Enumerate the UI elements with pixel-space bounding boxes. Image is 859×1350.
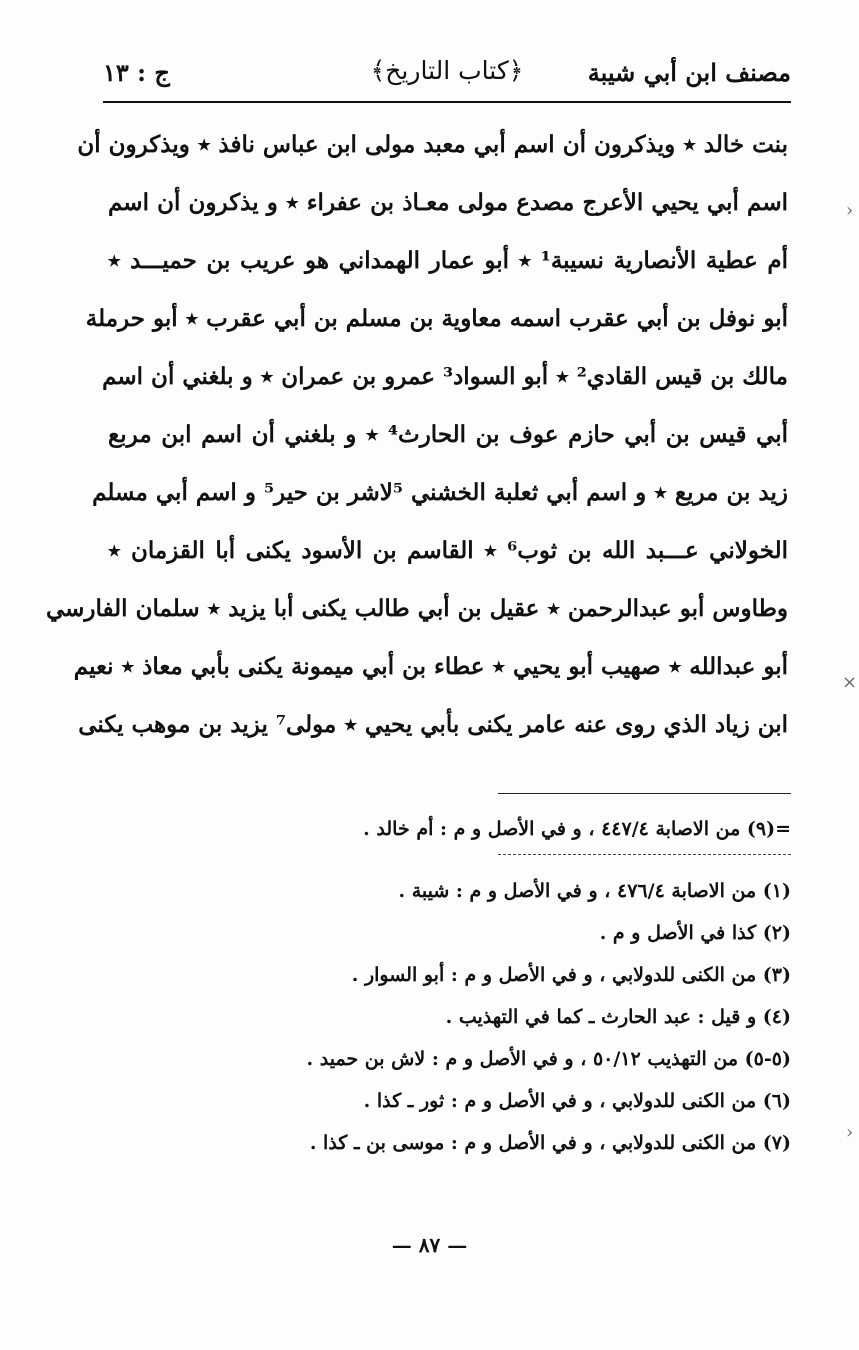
text-line: أبو نوفل بن أبي عقرب اسمه معاوية بن مسلم بن أبي عقرب ٭ أبو حرملة [85, 305, 788, 332]
footnote-rule [498, 793, 791, 794]
margin-mark: × [842, 672, 858, 693]
text-line: أبي قيس بن أبي حازم عوف بن الحارث⁴ ٭ و بلغني أن اسم ابن مربع [108, 421, 788, 448]
text-line: أم عطية الأنصارية نسيبة¹ ٭ أبو عمار الهمداني هو عريب بن حميـــد ٭ [108, 247, 788, 274]
footnote: (٢) كذا في الأصل و م . [599, 922, 791, 944]
text-line: بنت خالد ٭ ويذكرون أن اسم أبي معبد مولى ابن عباس نافذ ٭ ويذكرون أن [77, 131, 788, 158]
text-line: وطاوس أبو عبدالرحمن ٭ عقيل بن أبي طالب يكنى أبا يزيد ٭ سلمان الفارسي [45, 595, 788, 622]
text-line: مالك بن قيس القادي² ٭ أبو السواد³ عمرو بن عمران ٭ و بلغني أن اسم [102, 363, 788, 390]
running-header [103, 52, 791, 98]
footnote: (٦) من الكنى للدولابي ، و في الأصل و م : ثور ـ كذا . [363, 1090, 791, 1112]
volume-number: ج : ١٣ [103, 58, 170, 87]
text-line: ابن زياد الذي روى عنه عامر يكنى بأبي يحيي ٭ مولى⁷ يزيد بن موهب يكنى [78, 711, 788, 738]
footnote: (١) من الاصابة ٤٧٦/٤ ، و في الأصل و م : شيبة . [398, 880, 791, 902]
book-title: مصنف ابن أبي شيبة [587, 58, 791, 87]
footnotes [171, 808, 791, 1164]
text-line: الخولاني عـــبد الله بن ثوب⁶ ٭ القاسم بن الأسود يكنى أبا القزمان ٭ [108, 537, 788, 564]
footnote: (٣) من الكنى للدولابي ، و في الأصل و م : أبو السوار . [351, 964, 791, 986]
footnote: (٤) و قيل : عبد الحارث ـ كما في التهذيب . [445, 1006, 791, 1028]
page-number: — ٨٧ — [391, 1233, 468, 1257]
footnote: (٧) من الكنى للدولابي ، و في الأصل و م : موسى بن ـ كذا . [309, 1132, 791, 1154]
text-line: اسم أبي يحيي الأعرج مصدع مولى معـاذ بن عفراء ٭ و يذكرون أن اسم [108, 189, 788, 216]
margin-mark: › [846, 200, 854, 221]
header-rule [103, 101, 791, 103]
text-line: أبو عبدالله ٭ صهيب أبو يحيي ٭ عطاء بن أبي ميمونة يكنى بأبي معاذ ٭ نعيم [73, 653, 788, 680]
footnote: (٥-٥) من التهذيب ٥٠/١٢ ، و في الأصل و م : لاش بن حميد . [306, 1048, 791, 1070]
text-line: زيد بن مريع ٭ و اسم أبي ثعلبة الخشني ⁵لاشر بن حير⁵ و اسم أبي مسلم [92, 479, 788, 506]
footnote-continued: =(٩) من الاصابة ٤٤٧/٤ ، و في الأصل و م : أم خالد . [363, 818, 791, 840]
section-title: ﴿كتاب التاريخ﴾ [370, 56, 524, 85]
main-text [45, 122, 788, 760]
margin-mark: › [846, 1122, 854, 1143]
